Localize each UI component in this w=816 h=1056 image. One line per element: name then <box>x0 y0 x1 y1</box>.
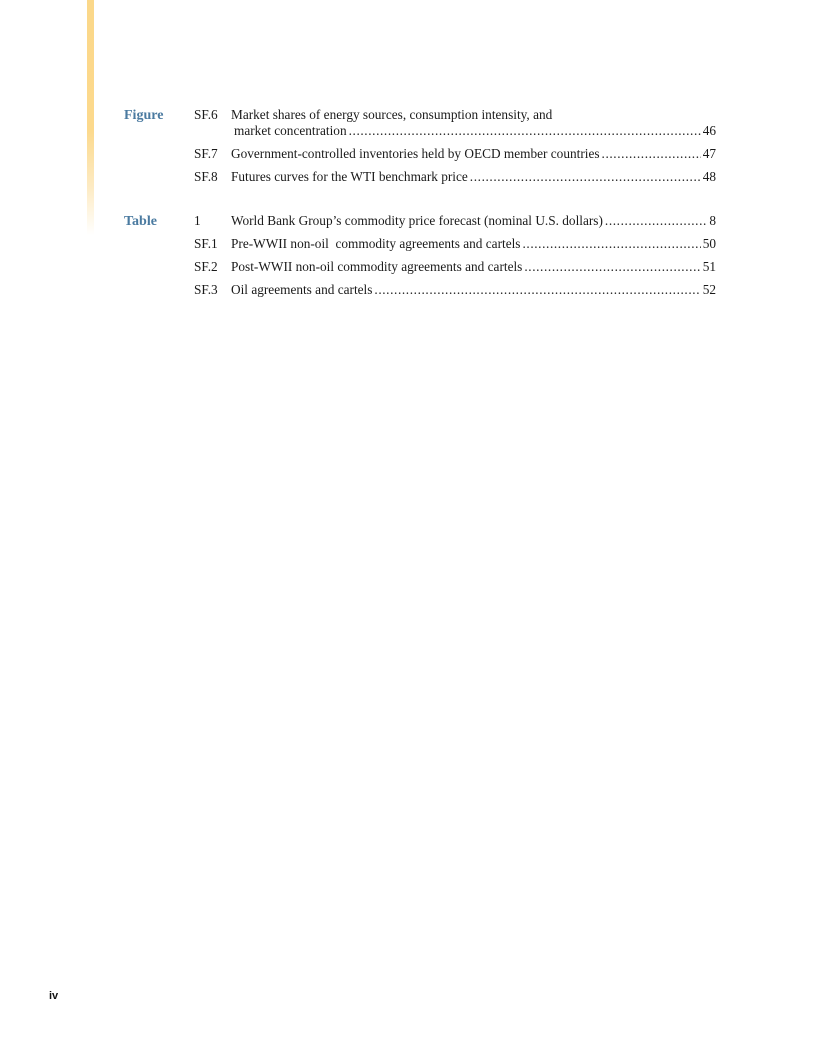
figure-entry-body <box>231 146 716 162</box>
decorative-side-bar <box>87 0 94 235</box>
dot-leader <box>349 123 701 139</box>
table-number: 1 <box>194 213 201 228</box>
table-title-line <box>231 282 716 298</box>
table-number: SF.3 <box>194 282 218 297</box>
dot-leader <box>524 259 700 275</box>
table-entry-body <box>231 259 716 275</box>
figure-entry-sf8[interactable] <box>194 169 716 185</box>
table-title: Pre-WWII non-oil commodity agreements and cartels <box>231 236 521 251</box>
tables-list <box>194 213 716 305</box>
figure-title: market concentration <box>234 123 347 138</box>
figure-entry-body <box>231 169 716 185</box>
figures-label: Figure <box>124 108 164 123</box>
figure-entry-sf7[interactable] <box>194 146 716 162</box>
figure-number: SF.6 <box>194 107 218 122</box>
table-page-number: 50 <box>702 236 716 251</box>
table-title-line <box>231 259 716 275</box>
table-title: World Bank Group’s commodity price forecast (nominal U.S. dollars) <box>231 213 603 228</box>
table-page-number: 51 <box>702 259 716 274</box>
table-entry-sf3[interactable] <box>194 282 716 298</box>
table-entry-body <box>231 282 716 298</box>
figure-title: Futures curves for the WTI benchmark price <box>231 169 468 184</box>
table-title-line <box>231 213 716 229</box>
figure-number: SF.7 <box>194 146 218 161</box>
table-entry-body <box>231 213 716 229</box>
figure-entry-body <box>231 107 716 139</box>
table-entry-1[interactable] <box>194 213 716 229</box>
figure-page-number: 47 <box>702 146 716 161</box>
table-entry-sf1[interactable] <box>194 236 716 252</box>
figure-number: SF.8 <box>194 169 218 184</box>
table-page-number: 8 <box>709 213 716 228</box>
dot-leader <box>602 146 701 162</box>
table-entry-body <box>231 236 716 252</box>
figure-title: Government-controlled inventories held by OECD member countries <box>231 146 600 161</box>
table-page-number: 52 <box>702 282 716 297</box>
page-number: iv <box>49 990 59 1002</box>
figure-page-number: 46 <box>702 123 716 138</box>
figure-title-line <box>231 169 716 185</box>
figures-list <box>194 107 716 192</box>
dot-leader <box>470 169 701 185</box>
table-number: SF.2 <box>194 259 218 274</box>
figure-page-number: 48 <box>702 169 716 184</box>
dot-leader <box>374 282 700 298</box>
figure-title-line2 <box>231 123 716 139</box>
table-title: Oil agreements and cartels <box>231 282 373 297</box>
table-title: Post-WWII non-oil commodity agreements and cartels <box>231 259 523 274</box>
figure-title-line1: Market shares of energy sources, consumption intensity, and <box>231 107 553 122</box>
table-title-line <box>231 236 716 252</box>
table-entry-sf2[interactable] <box>194 259 716 275</box>
table-number: SF.1 <box>194 236 218 251</box>
dot-leader <box>605 213 707 229</box>
figure-title-line <box>231 146 716 162</box>
tables-label: Table <box>124 214 157 229</box>
dot-leader <box>522 236 700 252</box>
figure-entry-sf6[interactable] <box>194 107 716 139</box>
